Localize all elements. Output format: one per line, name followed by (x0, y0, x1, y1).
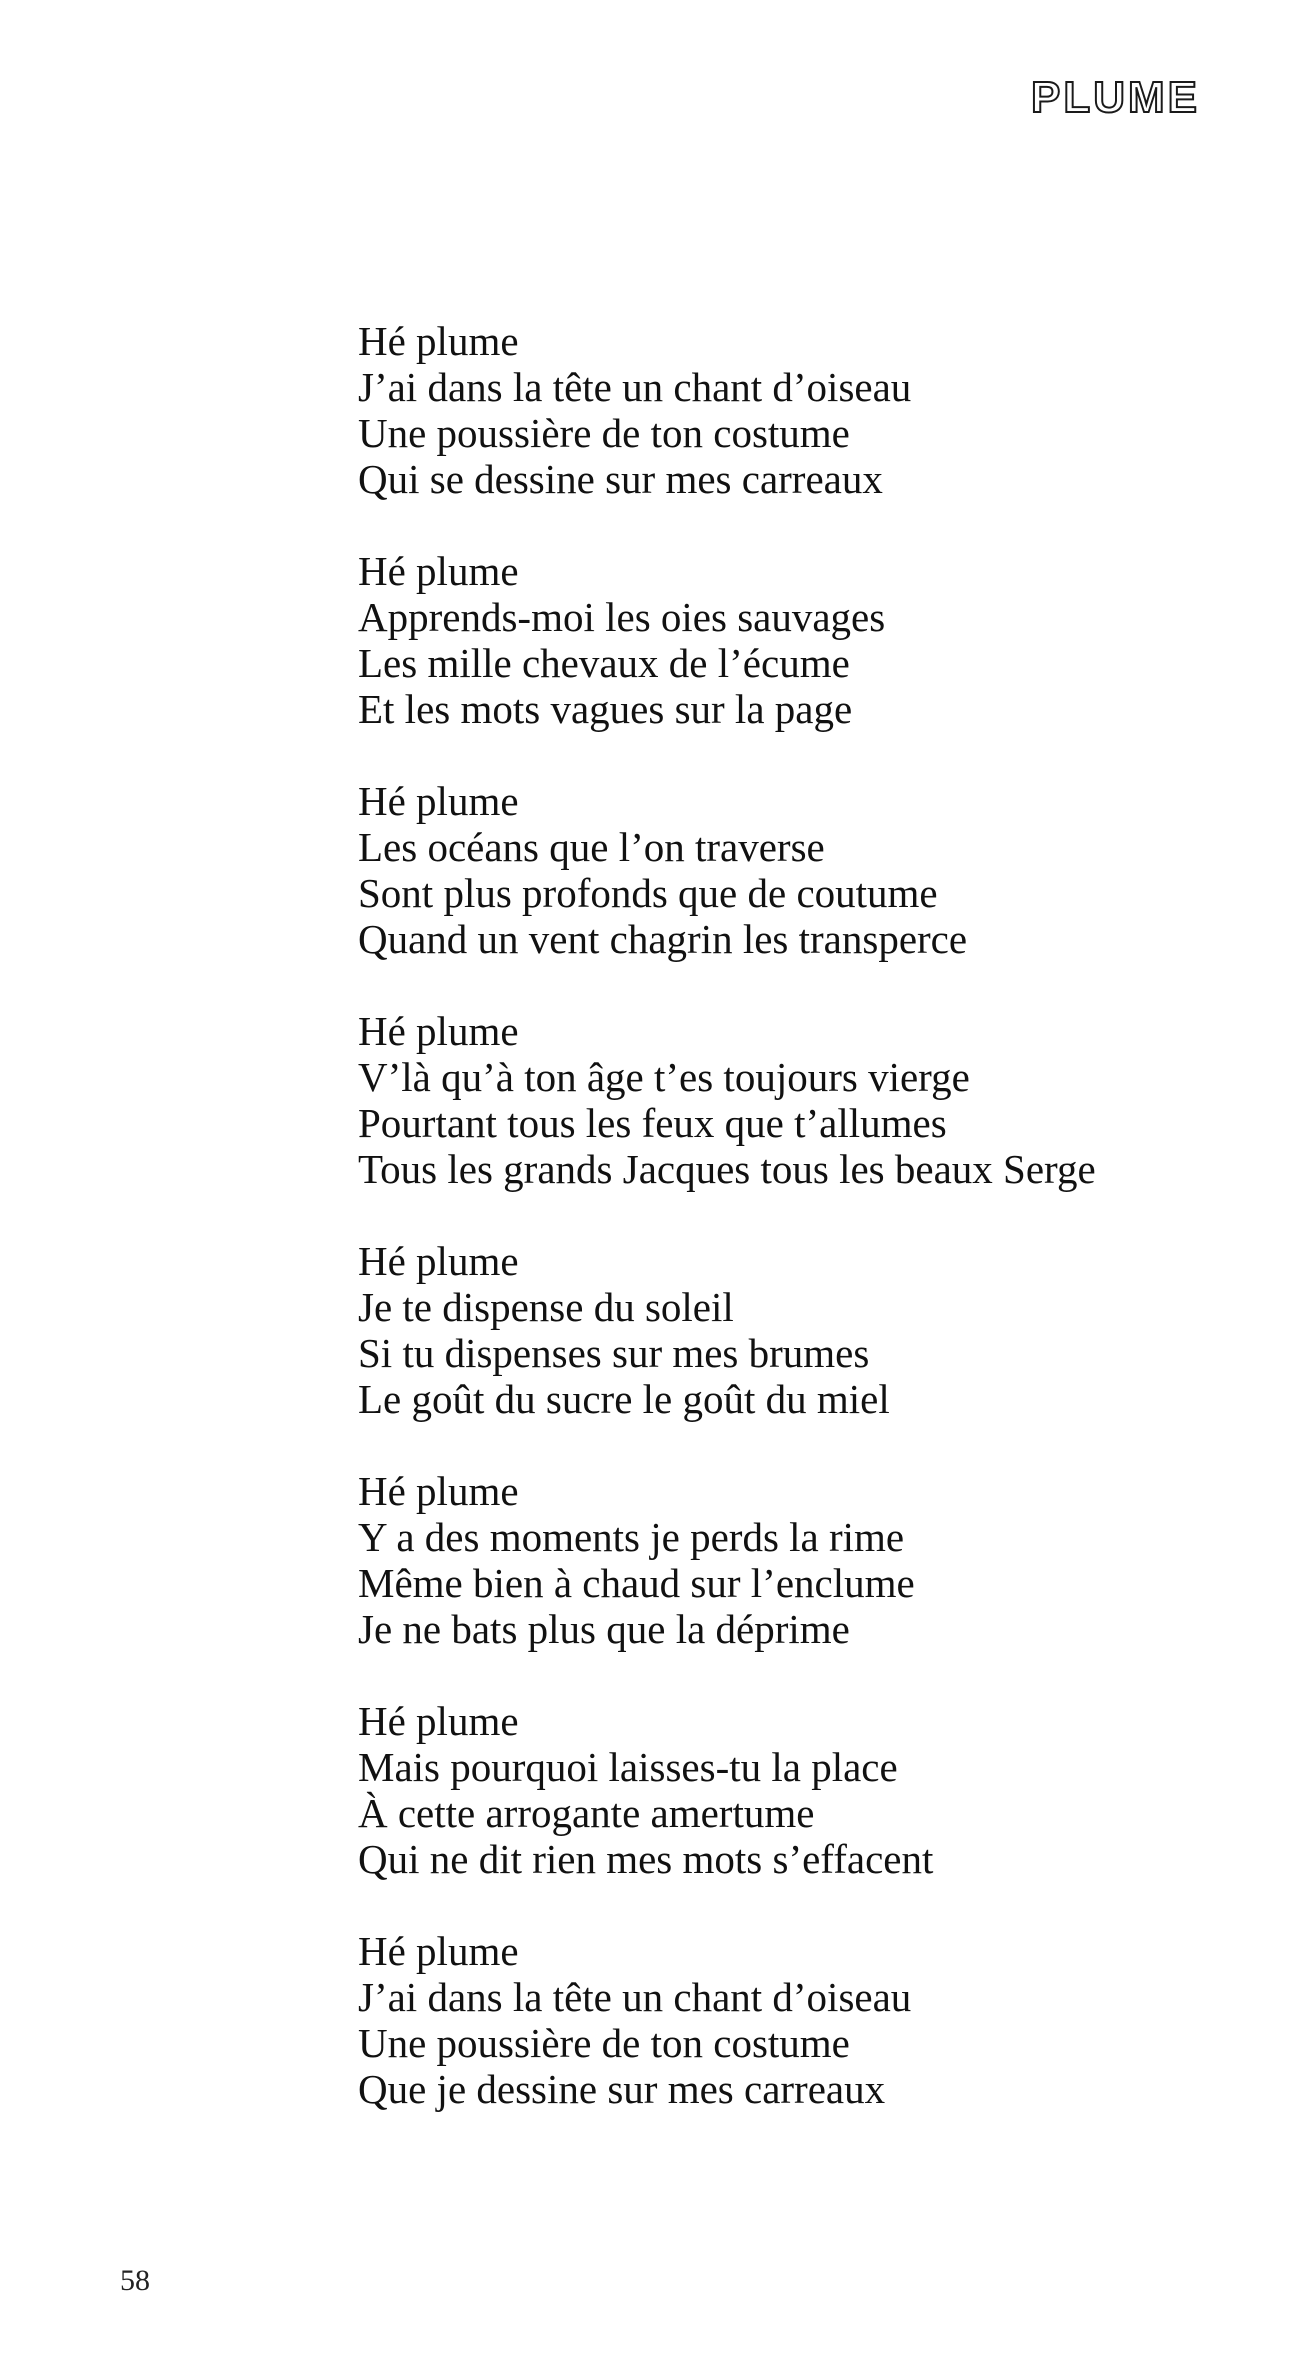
poem-body (358, 318, 1096, 2112)
poem-line: J’ai dans la tête un chant d’oiseau (358, 1974, 912, 2020)
poem-line: Qui se dessine sur mes carreaux (358, 456, 883, 502)
poem-line: Que je dessine sur mes carreaux (358, 2066, 886, 2112)
poem-line: Y a des moments je perds la rime (358, 1514, 905, 1560)
stanza-2 (358, 548, 1096, 732)
poem-line: Mais pourquoi laisses-tu la place (358, 1744, 898, 1790)
page-number: 58 (120, 2264, 150, 2297)
poem-line: Je te dispense du soleil (358, 1284, 734, 1330)
poem-line: J’ai dans la tête un chant d’oiseau (358, 364, 912, 410)
poem-line: Hé plume (358, 1698, 519, 1744)
poem-line: Hé plume (358, 1928, 519, 1974)
poem-line: Et les mots vagues sur la page (358, 686, 853, 732)
stanza-4 (358, 1008, 1096, 1192)
poem-line: Même bien à chaud sur l’enclume (358, 1560, 915, 1606)
poem-line: Hé plume (358, 318, 519, 364)
poem-line: Hé plume (358, 1008, 519, 1054)
poem-line: Sont plus profonds que de coutume (358, 870, 938, 916)
poem-line: Si tu dispenses sur mes brumes (358, 1330, 870, 1376)
stanza-6 (358, 1468, 1096, 1652)
poem-line: Pourtant tous les feux que t’allumes (358, 1100, 947, 1146)
stanza-3 (358, 778, 1096, 962)
poem-line: Les mille chevaux de l’écume (358, 640, 850, 686)
stanza-8 (358, 1928, 1096, 2112)
poem-line: Hé plume (358, 548, 519, 594)
poem-line: Quand un vent chagrin les transperce (358, 916, 968, 962)
poem-line: Une poussière de ton costume (358, 410, 850, 456)
poem-line: V’là qu’à ton âge t’es toujours vierge (358, 1054, 970, 1100)
poem-line: Je ne bats plus que la déprime (358, 1606, 850, 1652)
poem-line: À cette arrogante amertume (358, 1790, 815, 1836)
poem-line: Hé plume (358, 1468, 519, 1514)
stanza-7 (358, 1698, 1096, 1882)
poem-line: Apprends-moi les oies sauvages (358, 594, 886, 640)
stanza-1 (358, 318, 1096, 502)
poem-line: Une poussière de ton costume (358, 2020, 850, 2066)
poem-line: Le goût du sucre le goût du miel (358, 1376, 890, 1422)
stanza-5 (358, 1238, 1096, 1422)
poem-line: Hé plume (358, 1238, 519, 1284)
poem-line: Tous les grands Jacques tous les beaux Serge (358, 1146, 1096, 1192)
poem-line: Hé plume (358, 778, 519, 824)
poem-line: Les océans que l’on traverse (358, 824, 825, 870)
running-title: PLUME (1031, 73, 1200, 122)
poem-line: Qui ne dit rien mes mots s’effacent (358, 1836, 934, 1882)
